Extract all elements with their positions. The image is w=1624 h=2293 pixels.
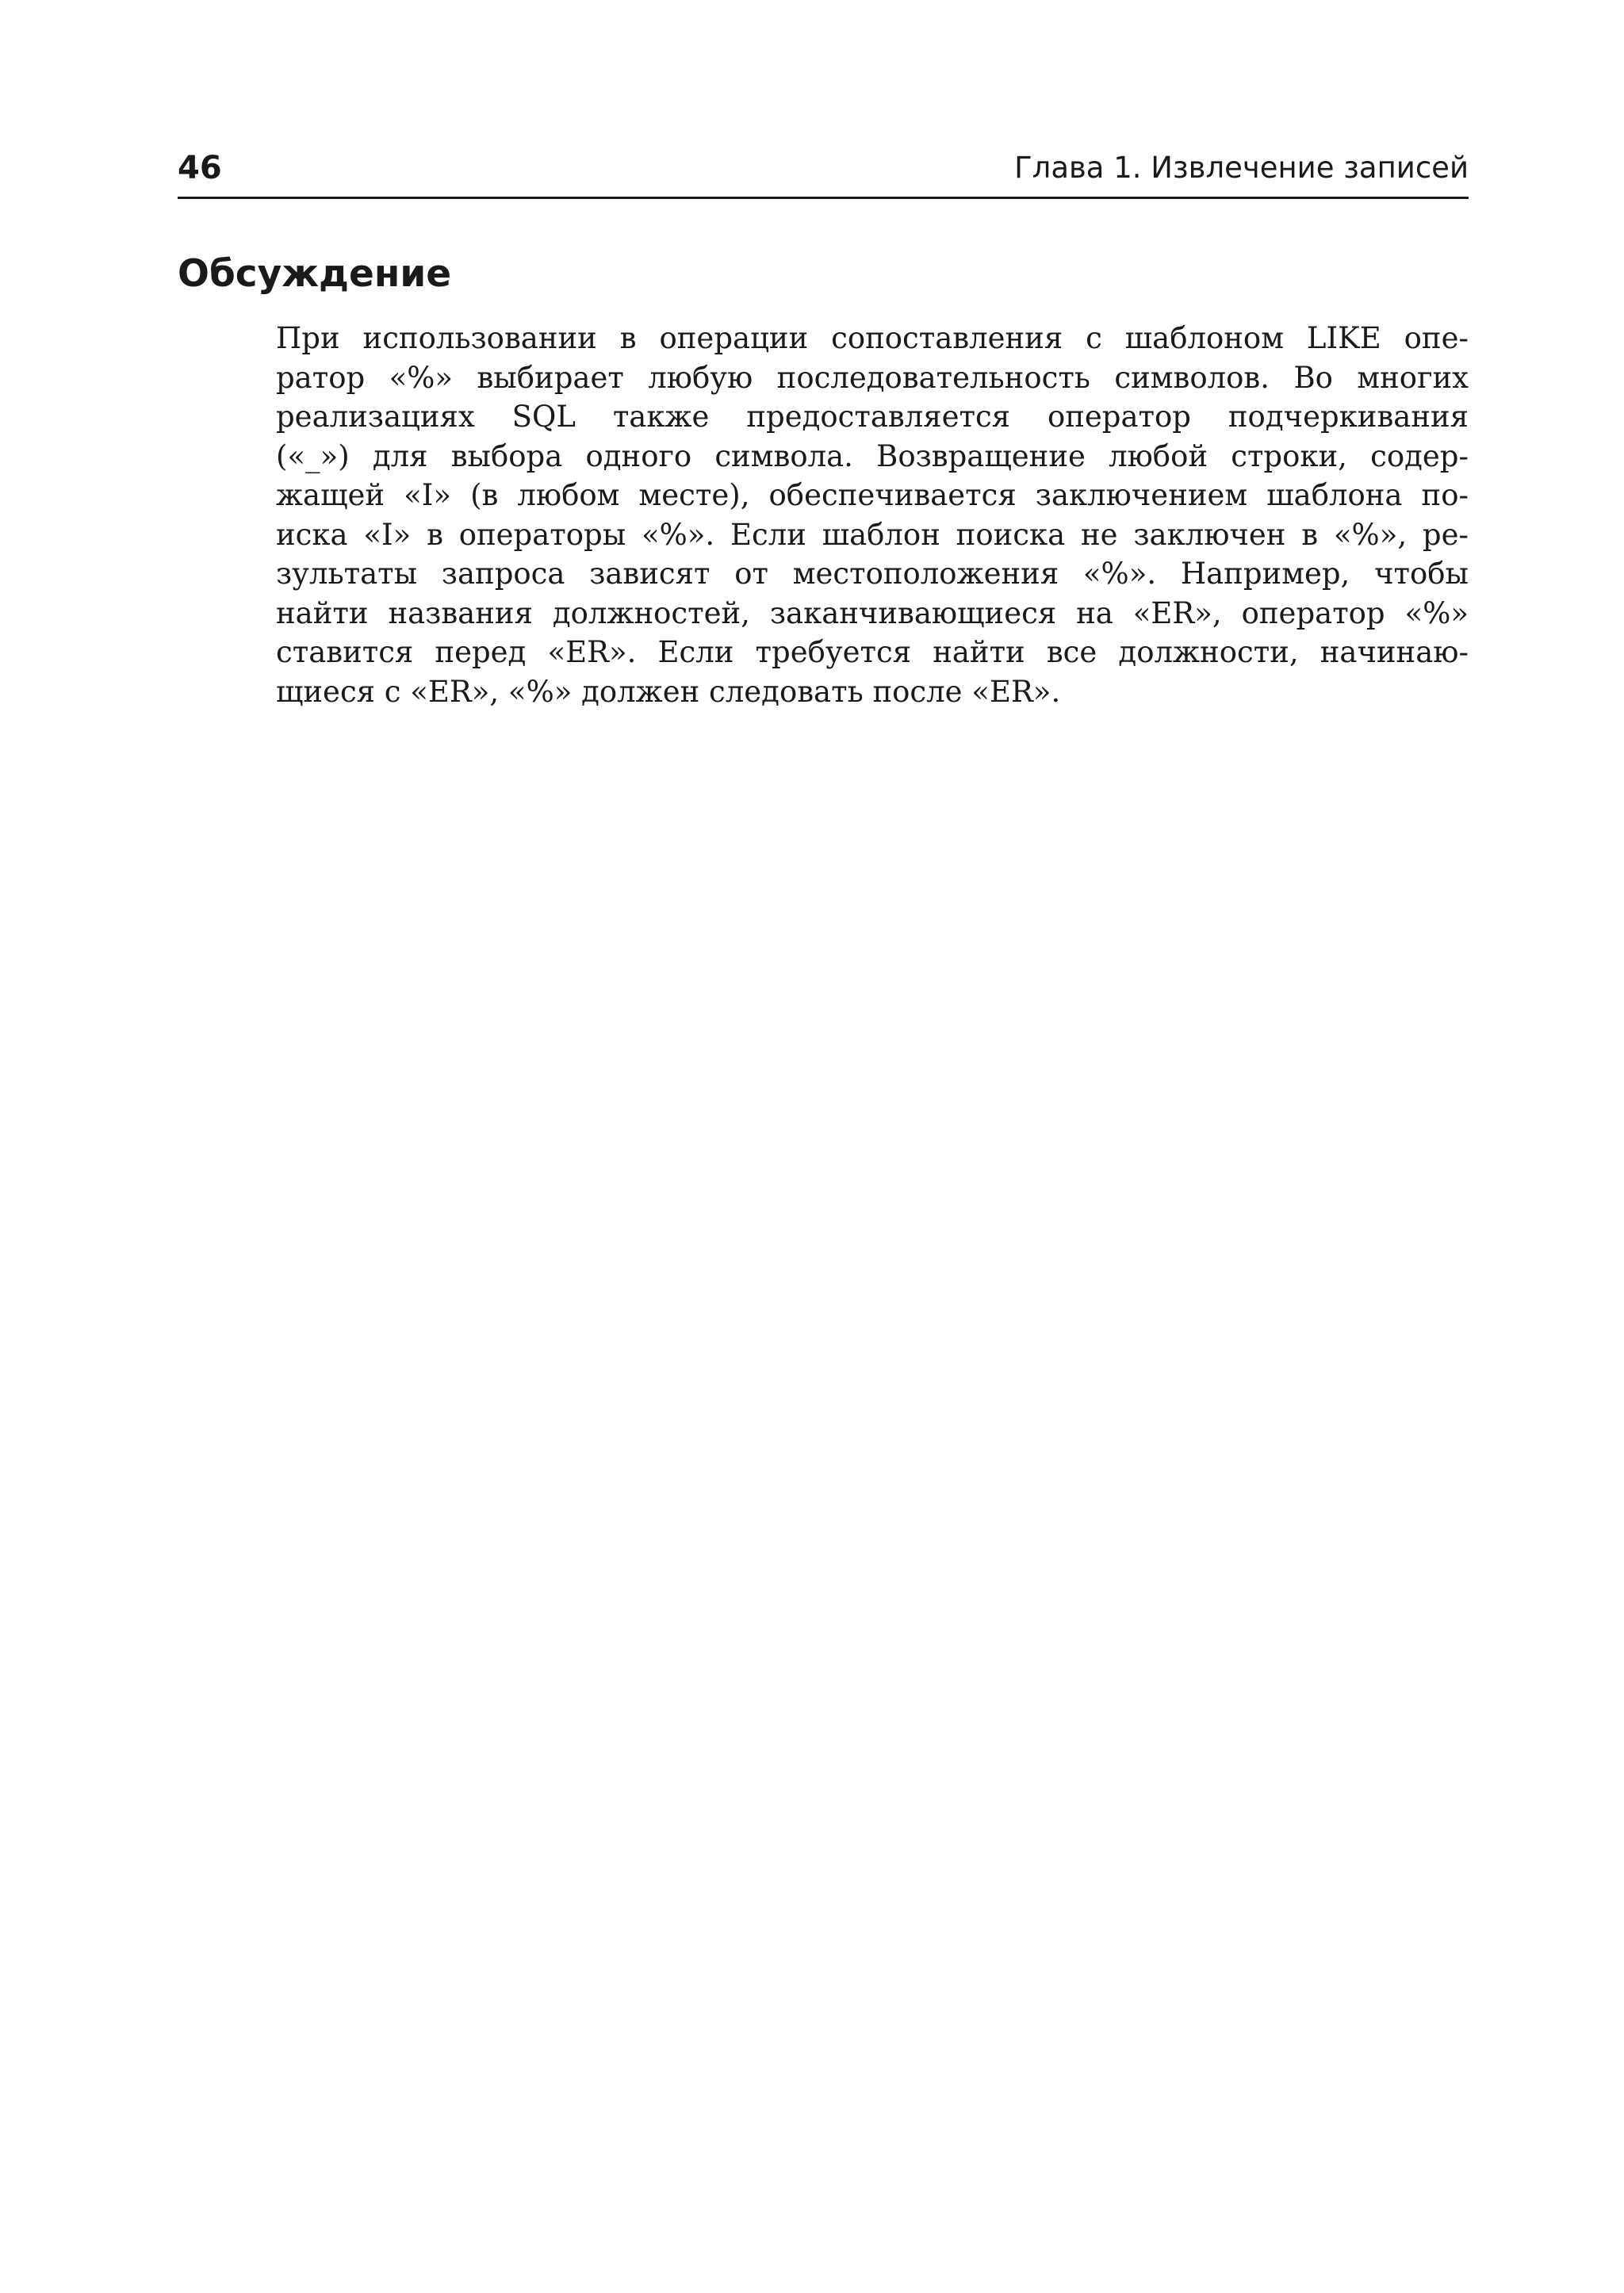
body-paragraph: [276, 319, 1469, 711]
chapter-title: Глава 1. Извлечение записей: [1014, 151, 1469, 185]
paragraph-line: зультаты запроса зависят от местоположения «%». Например, чтобы: [276, 557, 1469, 591]
running-header: [178, 141, 1469, 199]
page-number: 46: [178, 150, 222, 186]
paragraph-line: («_») для выбора одного символа. Возвращение любой строки, содер-: [276, 438, 1469, 473]
paragraph-line: ставится перед «ER». Если требуется найти все должности, начинаю-: [276, 635, 1469, 669]
paragraph-line: щиеся с «ER», «%» должен следовать после «ER».: [276, 674, 1061, 709]
paragraph-line: найти названия должностей, заканчивающиеся на «ER», оператор «%»: [276, 595, 1469, 630]
paragraph-line: иска «I» в операторы «%». Если шаблон поиска не заключен в «%», ре-: [276, 517, 1469, 552]
paragraph-line: При использовании в операции сопоставления с шаблоном LIKE опе-: [276, 321, 1469, 355]
paragraph-line: ратор «%» выбирает любую последовательность символов. Во многих: [276, 360, 1469, 395]
section-heading: Обсуждение: [178, 252, 452, 296]
paragraph-line: реализациях SQL также предоставляется оператор подчеркивания: [276, 400, 1469, 434]
paragraph-line: жащей «I» (в любом месте), обеспечивается заключением шаблона по-: [276, 478, 1469, 512]
